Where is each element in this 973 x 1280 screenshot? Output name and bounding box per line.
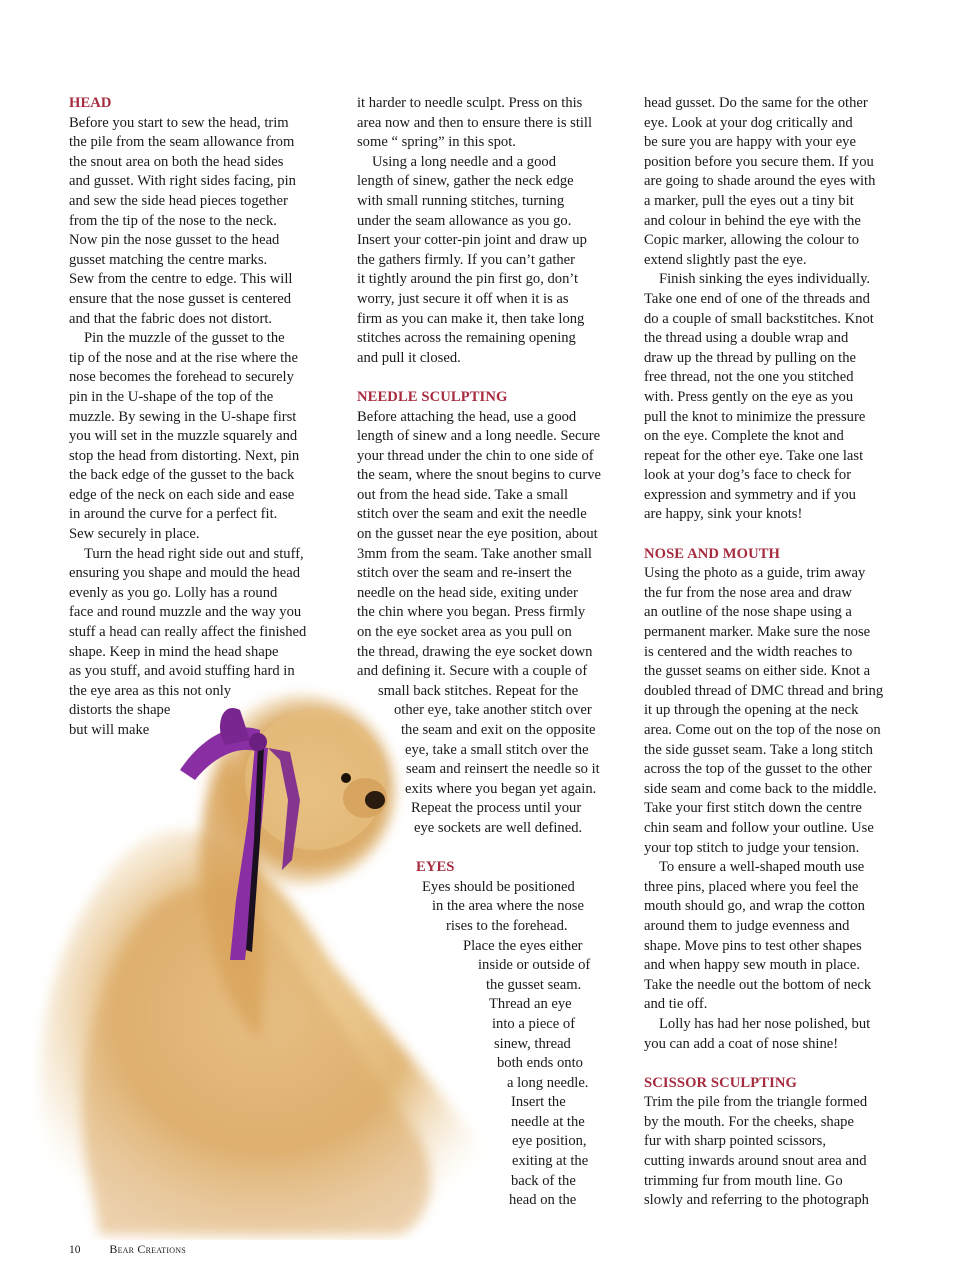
page-footer — [69, 1242, 186, 1257]
paragraph-eyes-cont-2: Finish sinking the eyes individually. Take one end of one of the threads and do a couple of small backstitches. Knot the thread using a double wrap and draw up the thread by pulling on the free thread, not the one you stitched with. Press gently on the eye as you pull the knot to minimize the pressure on the eye. Complete the knot and repeat for the other eye. Take one last look at your dog’s face to check for expression and symmetry and if you are happy, sink your knots! — [644, 271, 874, 523]
publication-name: Bear Creations — [109, 1242, 186, 1256]
paragraph-head-2: Pin the muzzle of the gusset to the tip of the nose and at the rise where the nose becomes the forehead to securely pin in the U-shape of the top of the muzzle. By sewing in the U-shape first you will set in the muzzle squarely and stop the head from distorting. Next, pin the back edge of the gusset to the back edge of the neck on each side and ease in around the curve for a perfect fit. Sew securely in place. — [69, 330, 300, 543]
paragraph-needle: Before attaching the head, use a good length of sinew and a long needle. Secure your thread under the chin to one side of the seam, where the snout begins to curve out from the head side. Take a small stitch over the seam and exit the needle on the gusset near the eye position, about 3mm from the seam. Take another small stitch over the seam and re-insert the needle on the head side, exiting under the chin where you began. Press firmly on the eye socket area as you pull on the thread, drawing the eye socket down and defining it. Secure with a couple of small back stitches. Repeat for the other eye, take another stitch over the seam and exit on the opposite eye, take a small stitch over the seam and reinsert the needle so it exits where you began yet again. Repeat the process until your eye sockets are well defined. — [357, 408, 601, 836]
paragraph-head-cont-1: it harder to needle sculpt. Press on this area now and then to ensure there is still some “ spring” in this spot. — [357, 95, 593, 151]
heading-nose-and-mouth: NOSE AND MOUTH — [644, 545, 780, 562]
paragraph-head-3: Turn the head right side out and stuff, ensuring you shape and mould the head evenly as you go. Lolly has a round face and round muzzle and the way you stuff a head can really affect the finished shape. Keep in mind the head shape as you stuff, and avoid stuffing hard in the eye area as this not only distorts the shape but will make — [69, 545, 307, 738]
paragraph-nose-1: Using the photo as a guide, trim away the fur from the nose area and draw an outline of the nose shape using a permanent marker. Make sure the nose is centered and the width reaches to the gusset seams on either side. Knot a doubled thread of DMC thread and bring it up through the opening at the neck area. Come out on the top of the nose on the side gusset seam. Take a long stitch across the top of the gusset to the other side seam and come back to the middle. Take your first stitch down the centre chin seam and follow your outline. Use your top stitch to judge your tension. — [644, 565, 884, 856]
heading-eyes: EYES — [416, 859, 455, 876]
paragraph-nose-2: To ensure a well-shaped mouth use three pins, placed where you feel the mouth should go, and wrap the cotton around them to judge evenness and shape. Move pins to test other shapes and when happy sew mouth in place. Take the needle out the bottom of neck and tie off. — [644, 859, 872, 1013]
heading-scissor-sculpting: SCISSOR SCULPTING — [644, 1074, 797, 1091]
page-number: 10 — [69, 1244, 81, 1256]
paragraph-eyes-cont-1: head gusset. Do the same for the other eye. Look at your dog critically and be sure you are happy with your eye position before you secure them. If you are going to shade around the eyes with a marker, pull the eyes out a tiny bit and colour in behind the eye with the Copic marker, allowing the colour to extend slightly past the eye. — [644, 95, 876, 268]
column-1 — [69, 94, 331, 741]
column-2 — [357, 94, 619, 1211]
paragraph-nose-3: Lolly has had her nose polished, but you can add a coat of nose shine! — [644, 1015, 871, 1052]
heading-needle-sculpting: NEEDLE SCULPTING — [357, 388, 508, 405]
paragraph-head-cont-2: Using a long needle and a good length of sinew, gather the neck edge with small running stitches, turning under the seam allowance as you go. Insert your cotter-pin joint and draw up the gathers firmly. If you can’t gather it tightly around the pin first go, don’t worry, just secure it off when it is as firm as you can make it, then take long stitches across the remaining opening and pull it closed. — [357, 153, 587, 366]
paragraph-eyes: Eyes should be positioned in the area where the nose rises to the forehead. Place the eyes either inside or outside of the gusset seam. Thread an eye into a piece of sinew, thread both ends onto a long needle. Insert the needle at the eye position, exiting at the back of the head on the — [422, 878, 591, 1209]
paragraph-scissor: Trim the pile from the triangle formed by the mouth. For the cheeks, shape fur with sharp pointed scissors, cutting inwards around snout area and trimming fur from mouth line. Go slowly and referring to the photograph — [644, 1094, 869, 1209]
heading-head: HEAD — [69, 95, 112, 111]
column-3 — [644, 94, 906, 1211]
paragraph-head-1: Before you start to sew the head, trim the pile from the seam allowance from the snout area on both the head sides and gusset. With right sides facing, pin and sew the side head pieces together from the tip of the nose to the neck. Now pin the nose gusset to the head gusset matching the centre marks. Sew from the centre to edge. This will ensure that the nose gusset is centered and that the fabric does not distort. — [69, 114, 296, 327]
